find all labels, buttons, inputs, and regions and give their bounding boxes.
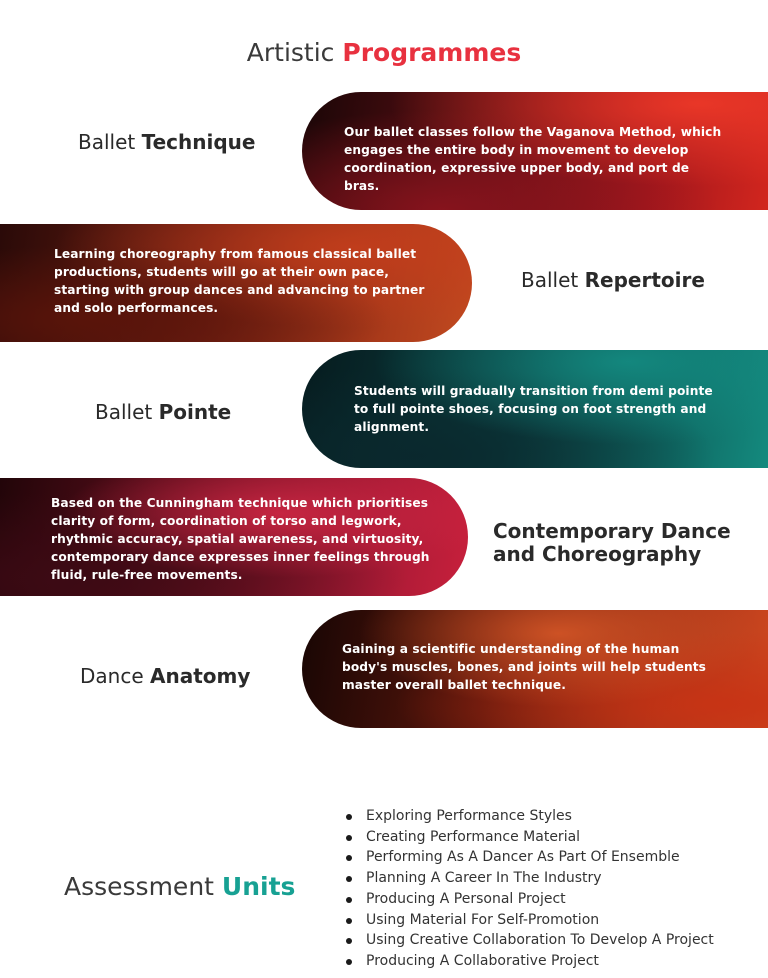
programme-description: Gaining a scientific understanding of the human body's muscles, bones, and joints will help students master overall ballet technique. — [342, 642, 707, 692]
title-lead: Artistic — [246, 38, 335, 67]
programme-card-ballet-repertoire — [0, 224, 472, 342]
programme-description: Based on the Cunningham technique which prioritises clarity of form, coordination of torso and legwork, rhythmic accuracy, spatial awareness, and virtuosity, contemporary dance expresses inner feelings through fluid, rule-free movements. — [51, 496, 430, 582]
programme-title-ballet-pointe: Ballet Pointe — [95, 400, 232, 424]
list-item: Producing A Personal Project — [344, 889, 714, 910]
title-accent: Programmes — [342, 38, 522, 67]
list-item: Exploring Performance Styles — [344, 806, 714, 827]
list-item: Planning A Career In The Industry — [344, 868, 714, 889]
list-item: Performing As A Dancer As Part Of Ensemble — [344, 847, 714, 868]
programme-card-dance-anatomy — [302, 610, 768, 728]
assessment-units-list — [344, 806, 714, 972]
programme-card-contemporary-dance — [0, 478, 468, 596]
programme-title-contemporary-dance: Contemporary Dance and Choreography — [493, 519, 731, 566]
list-item: Producing A Collaborative Project — [344, 951, 714, 972]
programme-description: Learning choreography from famous classical ballet productions, students will go at their own pace, starting with group dances and advancing to partner and solo performances. — [54, 247, 425, 315]
list-item: Creating Performance Material — [344, 827, 714, 848]
programme-title-dance-anatomy: Dance Anatomy — [80, 664, 251, 688]
programme-card-ballet-pointe — [302, 350, 768, 468]
assessment-title: Assessment Units — [64, 872, 296, 901]
programme-title-ballet-technique: Ballet Technique — [78, 130, 256, 154]
programme-description: Our ballet classes follow the Vaganova Method, which engages the entire body in movement to develop coordination, expressive upper body, and port de bras. — [344, 125, 722, 193]
programme-card-ballet-technique — [302, 92, 768, 210]
list-item: Using Material For Self-Promotion — [344, 910, 714, 931]
page-title — [0, 38, 768, 67]
list-item: Using Creative Collaboration To Develop A Project — [344, 930, 714, 951]
programme-description: Students will gradually transition from demi pointe to full pointe shoes, focusing on foot strength and alignment. — [354, 384, 713, 434]
programme-title-ballet-repertoire: Ballet Repertoire — [521, 268, 705, 292]
